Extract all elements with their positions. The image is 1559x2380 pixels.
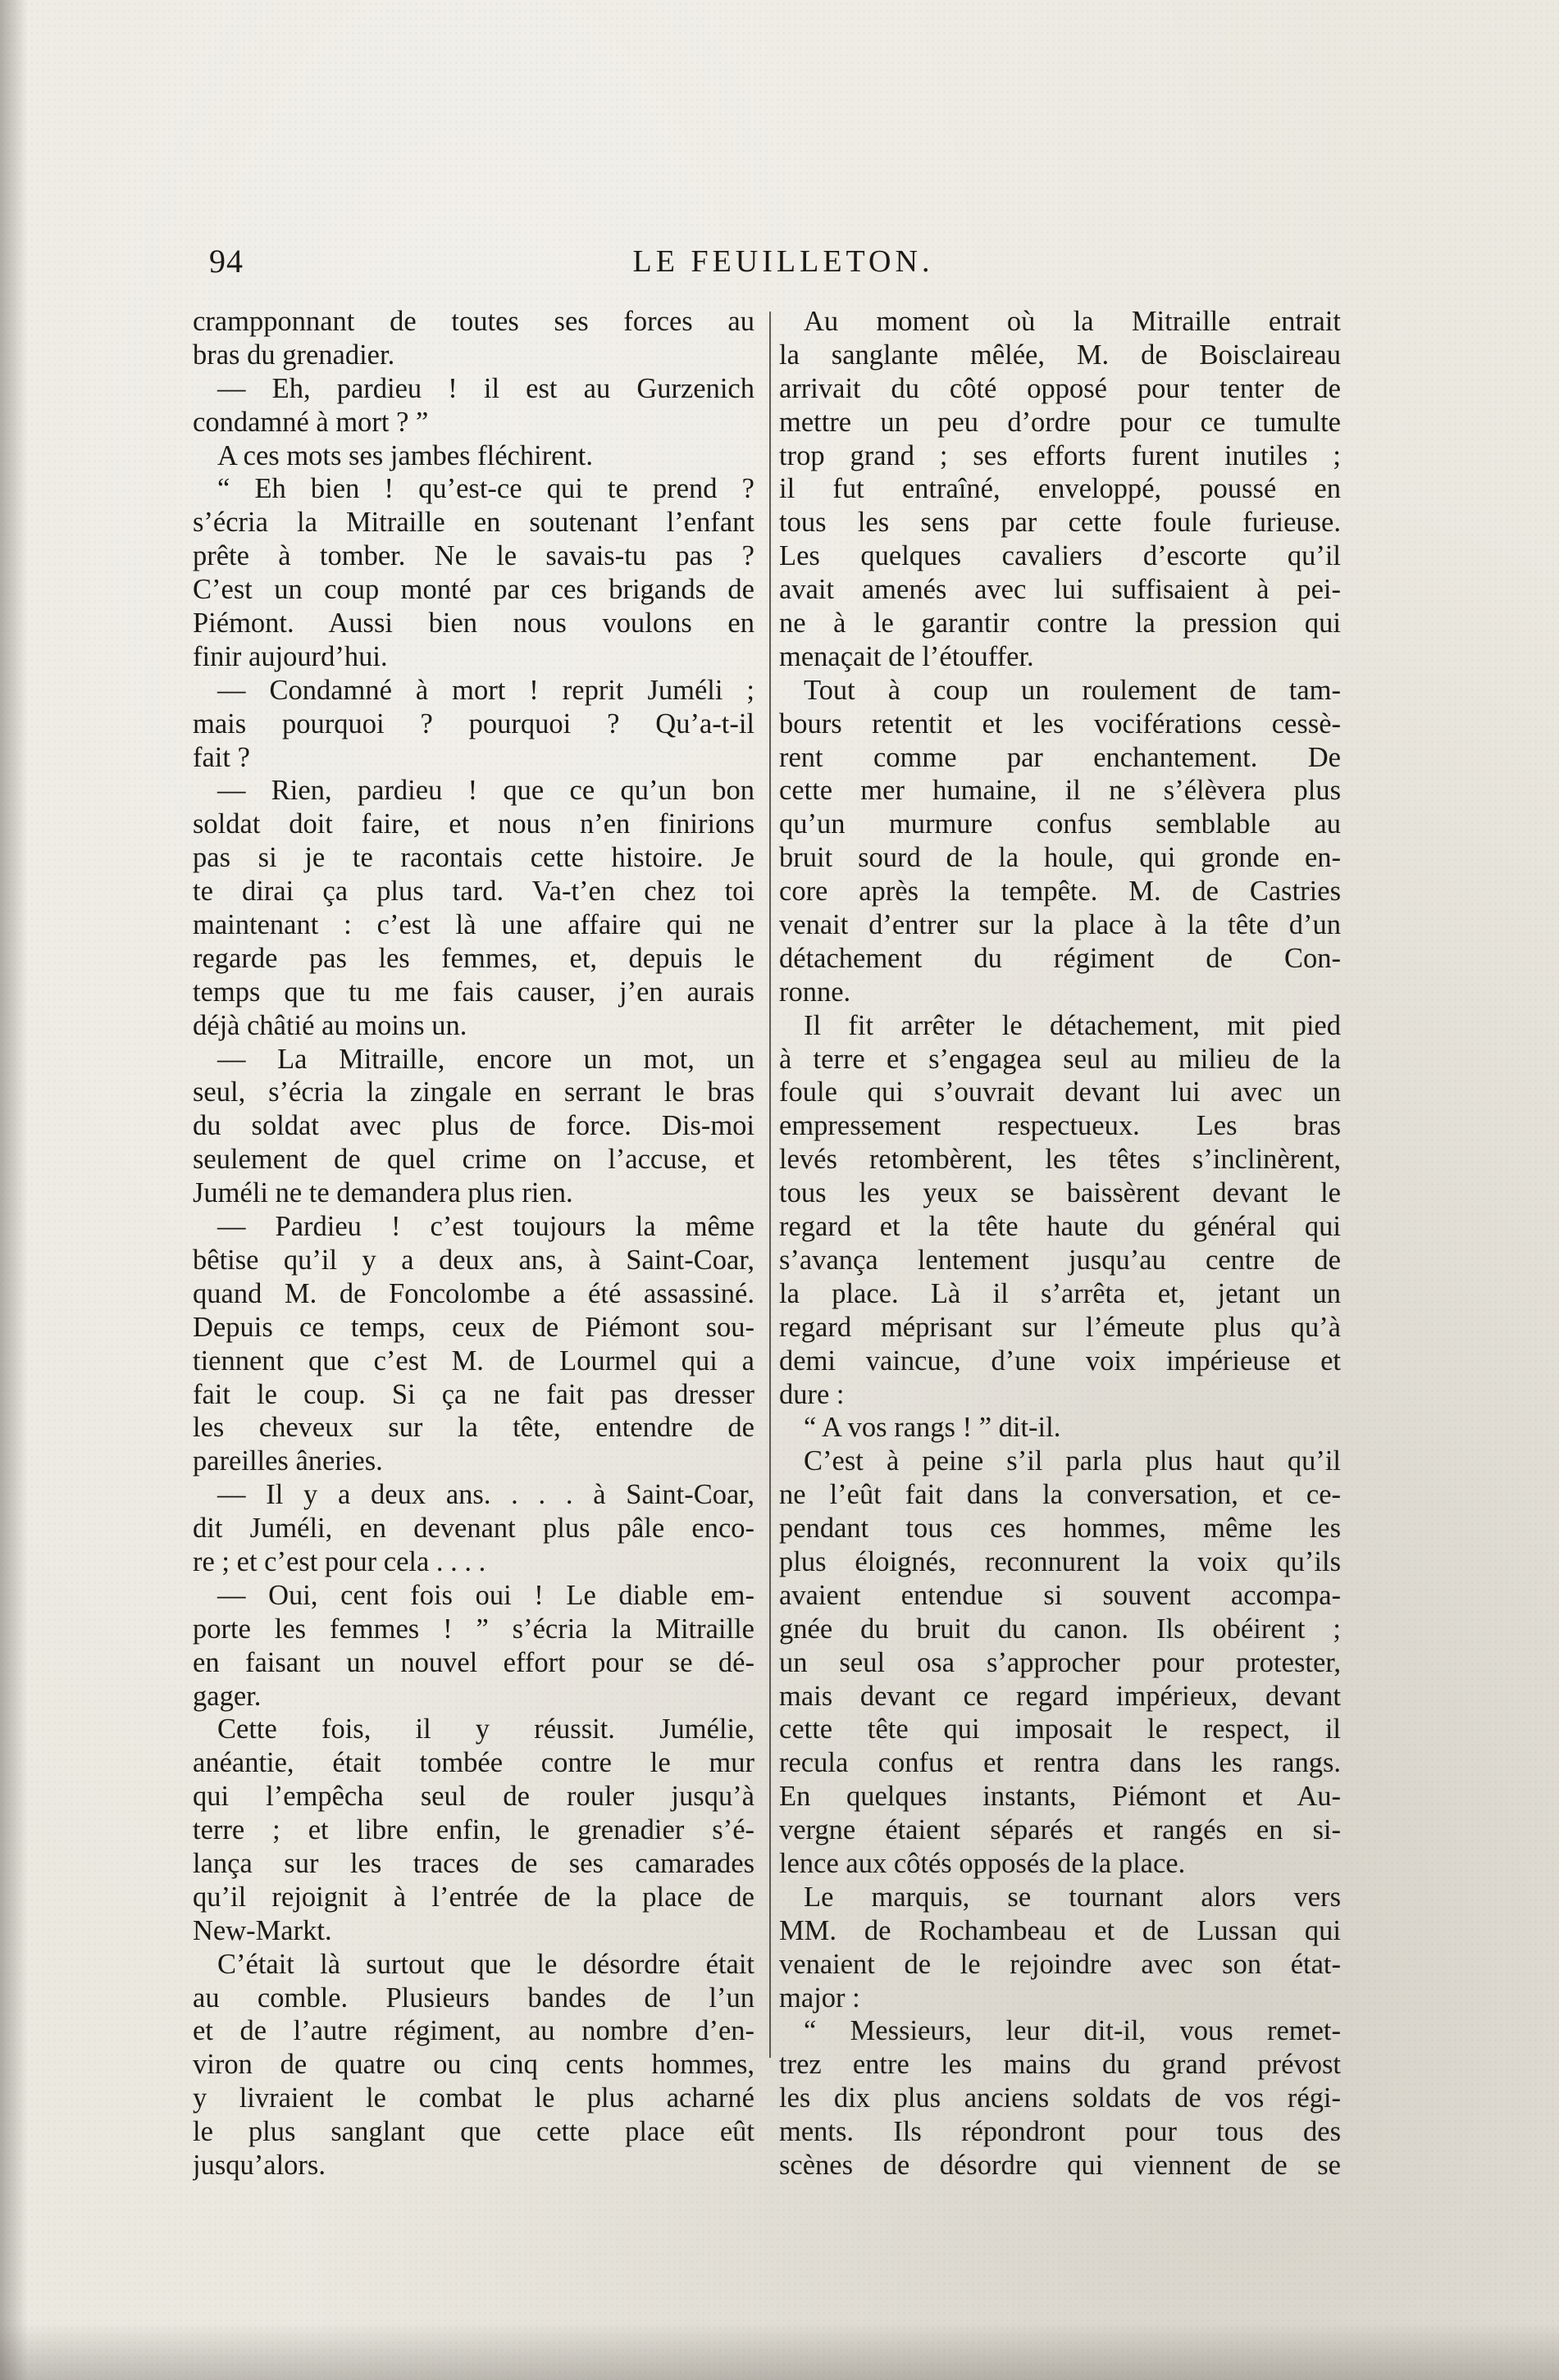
text-line: s’avança lentement jusqu’au centre de: [779, 1244, 1341, 1276]
text-line: Au moment où la Mitraille entrait: [804, 306, 1341, 337]
text-line: scènes de désordre qui viennent de se: [779, 2149, 1341, 2181]
text-line: les cheveux sur la tête, entendre de: [193, 1412, 754, 1444]
text-line: C’est un coup monté par ces brigands de: [193, 574, 754, 606]
text-line: porte les femmes ! ” s’écria la Mitraille: [193, 1613, 754, 1645]
text-line: — Pardieu ! c’est toujours la même: [217, 1211, 754, 1243]
text-line: avaient entendue si souvent accompa-: [779, 1579, 1341, 1611]
text-line: pareilles âneries.: [193, 1445, 383, 1477]
text-line: crampponnant de toutes ses forces au: [193, 306, 754, 337]
text-line: MM. de Rochambeau et de Lussan qui: [779, 1914, 1341, 1946]
text-line: mais pourquoi ? pourquoi ? Qu’a-t-il: [193, 708, 754, 739]
text-line: gnée du bruit du canon. Ils obéirent ;: [779, 1613, 1341, 1645]
text-line: bruit sourd de la houle, qui gronde en-: [779, 842, 1341, 874]
text-line: la place. Là il s’arrêta et, jetant un: [779, 1277, 1341, 1309]
text-line: dit Juméli, en devenant plus pâle enco-: [193, 1513, 754, 1545]
text-line: regarde pas les femmes, et, depuis le: [193, 942, 754, 974]
text-line: Juméli ne te demandera plus rien.: [193, 1177, 573, 1209]
text-line: déjà châtié au moins un.: [193, 1009, 467, 1041]
text-line: Il fit arrêter le détachement, mit pied: [804, 1009, 1341, 1041]
text-line: te dirai ça plus tard. Va-t’en chez toi: [193, 876, 754, 908]
text-line: du soldat avec plus de force. Dis-moi: [193, 1110, 754, 1142]
text-line: pendant tous ces hommes, même les: [779, 1513, 1341, 1545]
text-line: Depuis ce temps, ceux de Piémont sou-: [193, 1311, 754, 1343]
text-line: seul, s’écria la zingale en serrant le bras: [193, 1076, 754, 1108]
text-line: bours retentit et les vociférations cessè-: [779, 708, 1341, 739]
text-line: ronne.: [779, 976, 851, 1008]
column-rule: [769, 312, 771, 2058]
text-line: C’est à peine s’il parla plus haut qu’il: [804, 1445, 1341, 1477]
text-line: dure :: [779, 1378, 845, 1410]
text-line: — Rien, pardieu ! que ce qu’un bon: [217, 775, 754, 807]
text-line: foule qui s’ouvrait devant lui avec un: [779, 1076, 1341, 1108]
text-line: le plus sanglant que cette place eût: [193, 2116, 754, 2148]
text-line: finir aujourd’hui.: [193, 640, 388, 672]
text-line: En quelques instants, Piémont et Au-: [779, 1781, 1341, 1813]
text-line: lança sur les traces de ses camarades: [193, 1847, 754, 1879]
text-line: tous les yeux se baissèrent devant le: [779, 1177, 1341, 1209]
text-line: ne l’eût fait dans la conversation, et ce-: [779, 1479, 1341, 1511]
text-line: major :: [779, 1982, 860, 2014]
text-line: fait ?: [193, 741, 250, 773]
text-line: regard méprisant sur l’émeute plus qu’à: [779, 1311, 1341, 1343]
text-line: au comble. Plusieurs bandes de l’un: [193, 1982, 754, 2014]
text-line: venait d’entrer sur la place à la tête d’un: [779, 909, 1341, 941]
text-line: “ Eh bien ! qu’est-ce qui te prend ?: [217, 473, 754, 505]
text-line: seulement de quel crime on l’accuse, et: [193, 1144, 754, 1176]
text-line: arrivait du côté opposé pour tenter de: [779, 372, 1341, 404]
text-line: tiennent que c’est M. de Lourmel qui a: [193, 1345, 754, 1377]
text-line: y livraient le combat le plus acharné: [193, 2082, 754, 2114]
text-line: ments. Ils répondront pour tous des: [779, 2116, 1341, 2148]
text-line: trez entre les mains du grand prévost: [779, 2049, 1341, 2081]
text-line: Tout à coup un roulement de tam-: [804, 674, 1341, 706]
text-line: un seul osa s’approcher pour protester,: [779, 1646, 1341, 1678]
page-header: [209, 242, 1357, 291]
text-line: les dix plus anciens soldats de vos régi-: [779, 2082, 1341, 2114]
text-line: — Condamné à mort ! reprit Juméli ;: [217, 674, 754, 706]
text-line: bras du grenadier.: [193, 339, 395, 371]
text-line: la sanglante mêlée, M. de Boisclaireau: [779, 339, 1341, 371]
text-line: Le marquis, se tournant alors vers: [804, 1881, 1341, 1913]
text-line: cette tête qui imposait le respect, il: [779, 1713, 1341, 1745]
text-line: Cette fois, il y réussit. Jumélie,: [217, 1713, 754, 1745]
text-line: viron de quatre ou cinq cents hommes,: [193, 2049, 754, 2081]
text-line: gager.: [193, 1680, 262, 1712]
text-line: fait le coup. Si ça ne fait pas dresser: [193, 1378, 754, 1410]
text-line: — Eh, pardieu ! il est au Gurzenich: [217, 372, 754, 404]
text-line: venaient de le rejoindre avec son état-: [779, 1948, 1341, 1980]
text-line: empressement respectueux. Les bras: [779, 1110, 1341, 1142]
text-line: et de l’autre régiment, au nombre d’en-: [193, 2015, 754, 2047]
text-line: “ Messieurs, leur dit-il, vous remet-: [804, 2015, 1341, 2047]
text-line: jusqu’alors.: [193, 2149, 326, 2181]
text-line: condamné à mort ? ”: [193, 406, 429, 438]
text-line: re ; et c’est pour cela . . . .: [193, 1545, 486, 1577]
text-line: qui l’empêcha seul de rouler jusqu’à: [193, 1781, 754, 1813]
text-line: en faisant un nouvel effort pour se dé-: [193, 1646, 754, 1678]
text-line: levés retombèrent, les têtes s’inclinèrent,: [779, 1144, 1341, 1176]
text-line: mettre un peu d’ordre pour ce tumulte: [779, 406, 1341, 438]
text-line: recula confus et rentra dans les rangs.: [779, 1747, 1341, 1779]
text-line: mais devant ce regard impérieux, devant: [779, 1680, 1341, 1712]
page-bottom-shadow: [0, 2323, 1559, 2380]
text-line: “ A vos rangs ! ” dit-il.: [804, 1412, 1061, 1444]
page-number: 94: [209, 243, 244, 280]
right-text-column: [779, 305, 1341, 2182]
text-line: qu’un murmure confus semblable au: [779, 808, 1341, 840]
text-line: bêtise qu’il y a deux ans, à Saint-Coar,: [193, 1244, 754, 1276]
text-line: C’était là surtout que le désordre était: [217, 1948, 754, 1980]
text-line: maintenant : c’est là une affaire qui ne: [193, 909, 754, 941]
running-title: LE FEUILLETON.: [632, 244, 934, 279]
text-line: — Oui, cent fois oui ! Le diable em-: [217, 1579, 754, 1611]
text-line: terre ; et libre enfin, le grenadier s’é-: [193, 1814, 754, 1846]
text-line: lence aux côtés opposés de la place.: [779, 1847, 1186, 1879]
text-line: trop grand ; ses efforts furent inutiles ;: [779, 439, 1341, 471]
text-line: core après la tempête. M. de Castries: [779, 876, 1341, 908]
text-line: il fut entraîné, enveloppé, poussé en: [779, 473, 1341, 505]
text-line: regard et la tête haute du général qui: [779, 1211, 1341, 1243]
text-line: cette mer humaine, il ne s’élèvera plus: [779, 775, 1341, 807]
text-line: demi vaincue, d’une voix impérieuse et: [779, 1345, 1341, 1377]
text-line: détachement du régiment de Con-: [779, 942, 1341, 974]
text-line: s’écria la Mitraille en soutenant l’enfant: [193, 507, 754, 539]
text-line: New-Markt.: [193, 1914, 332, 1946]
text-line: menaçait de l’étouffer.: [779, 640, 1034, 672]
text-line: — Il y a deux ans. . . . à Saint-Coar,: [217, 1479, 754, 1511]
text-line: prête à tomber. Ne le savais-tu pas ?: [193, 540, 754, 572]
text-line: vergne étaient séparés et rangés en si-: [779, 1814, 1341, 1846]
text-line: pas si je te racontais cette histoire. Je: [193, 842, 754, 874]
text-line: quand M. de Foncolombe a été assassiné.: [193, 1277, 754, 1309]
page-edge-shadow: [0, 0, 28, 2380]
text-line: temps que tu me fais causer, j’en aurais: [193, 976, 754, 1008]
text-line: anéantie, était tombée contre le mur: [193, 1747, 754, 1779]
text-line: Les quelques cavaliers d’escorte qu’il: [779, 540, 1341, 572]
text-line: à terre et s’engagea seul au milieu de la: [779, 1043, 1341, 1075]
text-line: rent comme par enchantement. De: [779, 741, 1341, 773]
text-line: soldat doit faire, et nous n’en finirions: [193, 808, 754, 840]
text-line: ne à le garantir contre la pression qui: [779, 608, 1341, 639]
text-line: plus éloignés, reconnurent la voix qu’ils: [779, 1545, 1341, 1577]
left-text-column: [193, 305, 754, 2182]
text-line: qu’il rejoignit à l’entrée de la place de: [193, 1881, 754, 1913]
text-line: Piémont. Aussi bien nous voulons en: [193, 608, 754, 639]
text-line: A ces mots ses jambes fléchirent.: [217, 439, 593, 471]
text-line: — La Mitraille, encore un mot, un: [217, 1043, 754, 1075]
text-line: tous les sens par cette foule furieuse.: [779, 507, 1341, 539]
text-line: avait amenés avec lui suffisaient à pei-: [779, 574, 1341, 606]
